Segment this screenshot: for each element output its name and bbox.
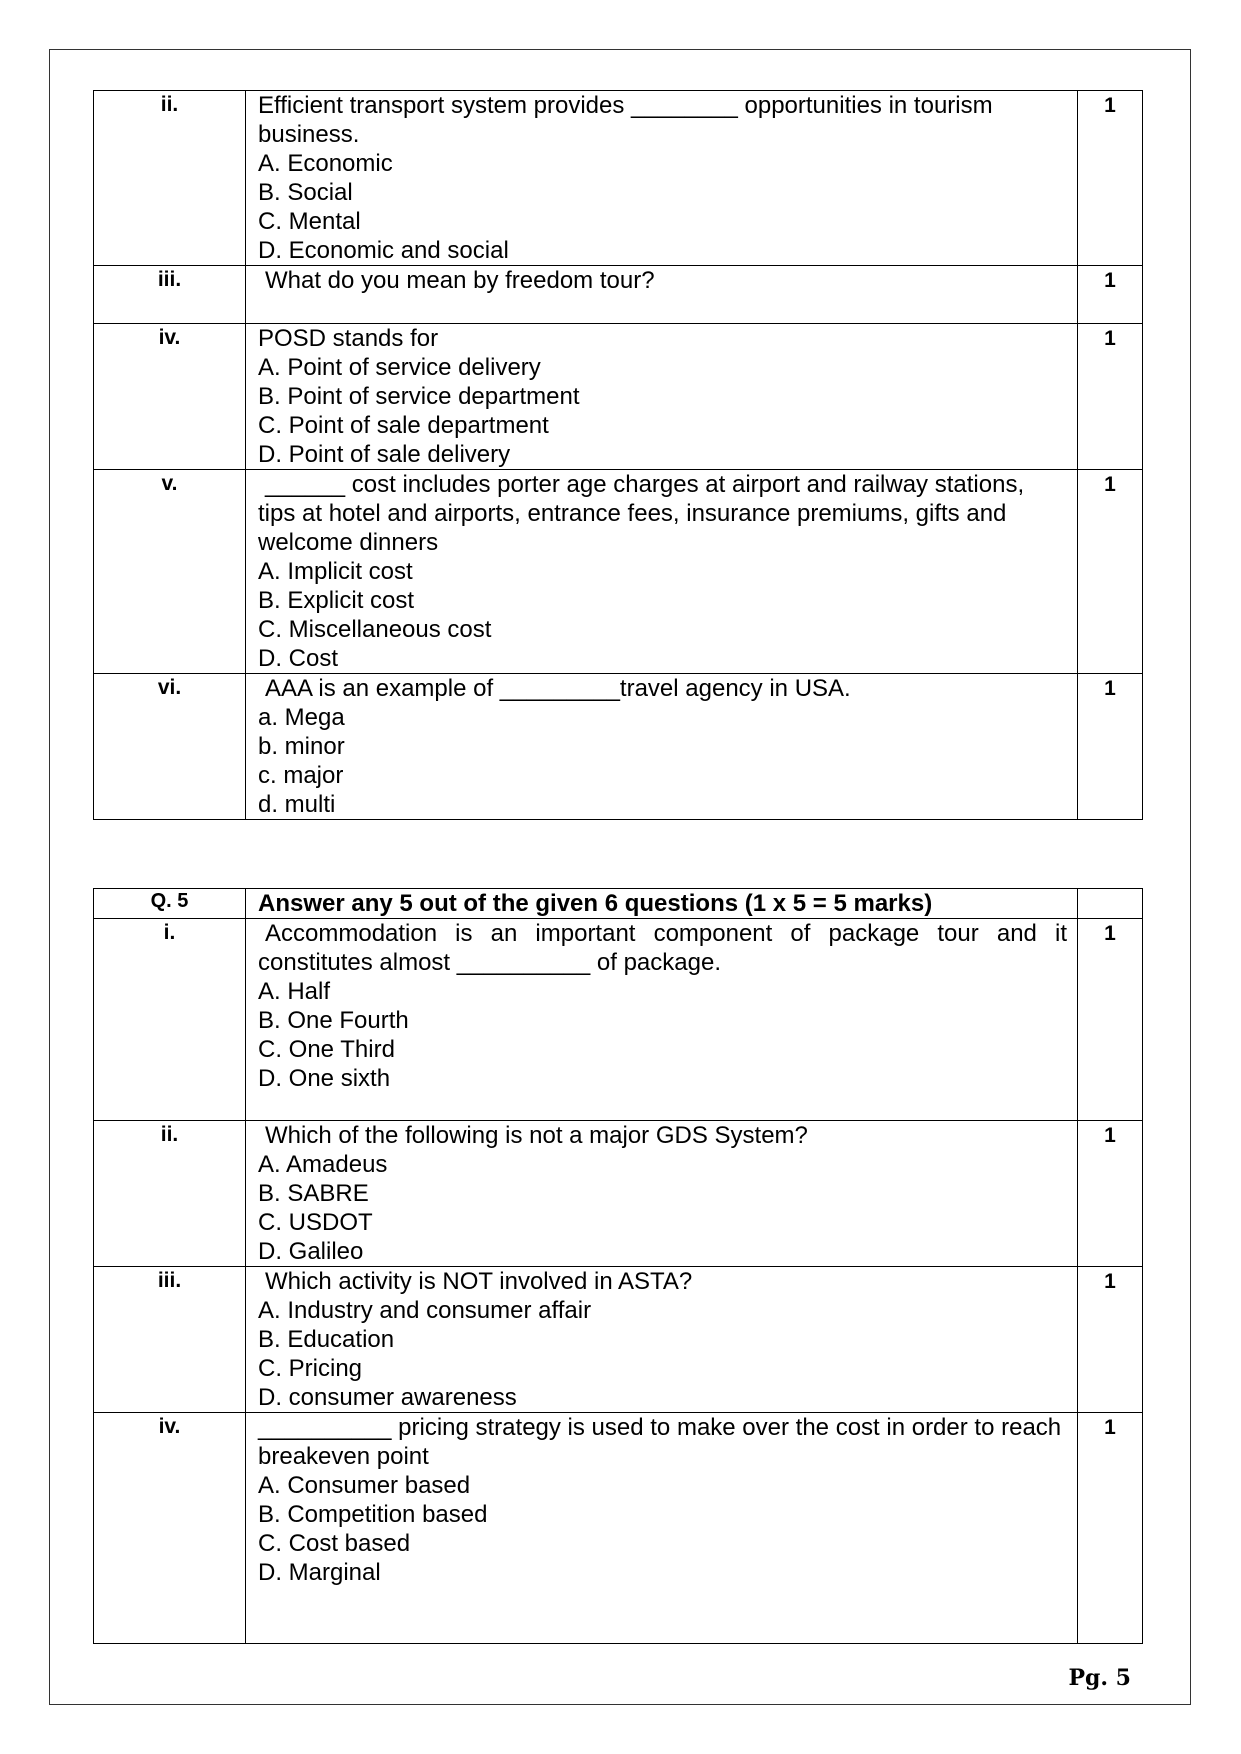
option: C. Miscellaneous cost (258, 616, 492, 643)
option: A. Half (258, 978, 331, 1005)
section-number: Q. 5 (150, 890, 189, 912)
option: C. USDOT (258, 1209, 373, 1236)
question-stem: ______ cost includes porter age charges at airport and railway stations, tips at hotel and airports, entrance fees, insurance premiums, gifts and welcome dinners (258, 471, 1025, 556)
option: D. Point of sale delivery (258, 441, 511, 468)
option: B. Point of service department (258, 383, 580, 410)
option: A. Industry and consumer affair (258, 1297, 592, 1324)
marks: 1 (1078, 1121, 1143, 1267)
option: D. Economic and social (258, 237, 509, 264)
option: A. Implicit cost (258, 558, 413, 585)
option: C. Cost based (258, 1530, 411, 1557)
option: A. Point of service delivery (258, 354, 541, 381)
marks: 1 (1078, 674, 1143, 820)
question-number: iii. (94, 266, 246, 324)
option: D. Marginal (258, 1559, 381, 1586)
marks: 1 (1078, 470, 1143, 674)
question-body (246, 1121, 1078, 1267)
table-row (94, 919, 1143, 1121)
table-row (94, 91, 1143, 266)
question-body (246, 1413, 1078, 1644)
question-stem: Efficient transport system provides ________ opportunities in tourism business. (258, 92, 993, 148)
question-body (246, 1267, 1078, 1413)
option: C. Pricing (258, 1355, 363, 1382)
question-number: iv. (94, 324, 246, 470)
marks: 1 (1078, 324, 1143, 470)
table-row (94, 266, 1143, 324)
question-number: ii. (94, 91, 246, 266)
question-stem: Which of the following is not a major GDS System? (265, 1122, 808, 1149)
question-stem: POSD stands for (258, 325, 439, 352)
option: B. Explicit cost (258, 587, 415, 614)
table-row (94, 1267, 1143, 1413)
option: b. minor (258, 733, 345, 760)
option: a. Mega (258, 704, 345, 731)
question-number: vi. (94, 674, 246, 820)
option: C. Mental (258, 208, 361, 235)
table-row (94, 1413, 1143, 1644)
table-row (94, 1121, 1143, 1267)
marks: 1 (1078, 1267, 1143, 1413)
question-stem: __________ pricing strategy is used to make over the cost in order to reach breakeven point (258, 1414, 1062, 1470)
option: D. consumer awareness (258, 1384, 517, 1411)
question-number: i. (94, 919, 246, 1121)
option: B. Competition based (258, 1501, 488, 1528)
marks: 1 (1078, 919, 1143, 1121)
question-table-2 (93, 888, 1143, 1644)
section-instruction-cell (246, 889, 1078, 919)
question-body (246, 324, 1078, 470)
option: d. multi (258, 791, 336, 818)
option: D. Galileo (258, 1238, 364, 1265)
question-stem: AAA is an example of _________travel agency in USA. (265, 675, 851, 702)
option: D. Cost (258, 645, 339, 672)
question-stem: Accommodation is an important component of package tour and it constitutes almost __________ of package. (258, 920, 1067, 976)
option: C. One Third (258, 1036, 395, 1063)
option: B. One Fourth (258, 1007, 409, 1034)
question-body (246, 919, 1078, 1121)
question-table-1 (93, 90, 1143, 820)
option: C. Point of sale department (258, 412, 549, 439)
option: A. Economic (258, 150, 393, 177)
question-number: ii. (94, 1121, 246, 1267)
table-row (94, 470, 1143, 674)
question-number: iii. (94, 1267, 246, 1413)
table-row (94, 324, 1143, 470)
option: B. SABRE (258, 1180, 369, 1207)
question-stem: What do you mean by freedom tour? (265, 267, 655, 294)
question-number: iv. (94, 1413, 246, 1644)
marks: 1 (1078, 266, 1143, 324)
option: D. One sixth (258, 1065, 391, 1092)
option: A. Consumer based (258, 1472, 471, 1499)
option: B. Social (258, 179, 353, 206)
table-row (94, 674, 1143, 820)
table-header-row (94, 889, 1143, 919)
marks-header (1078, 889, 1143, 919)
question-body (246, 91, 1078, 266)
question-stem: Which activity is NOT involved in ASTA? (265, 1268, 693, 1295)
page-number: Pg. 5 (1068, 1665, 1131, 1691)
question-number: v. (94, 470, 246, 674)
option: c. major (258, 762, 344, 789)
question-body (246, 470, 1078, 674)
question-body (246, 674, 1078, 820)
question-number-header (94, 889, 246, 919)
option: B. Education (258, 1326, 395, 1353)
marks: 1 (1078, 1413, 1143, 1644)
question-body (246, 266, 1078, 324)
section-instruction: Answer any 5 out of the given 6 questions (1 x 5 = 5 marks) (258, 890, 933, 917)
option: A. Amadeus (258, 1151, 388, 1178)
marks: 1 (1078, 91, 1143, 266)
